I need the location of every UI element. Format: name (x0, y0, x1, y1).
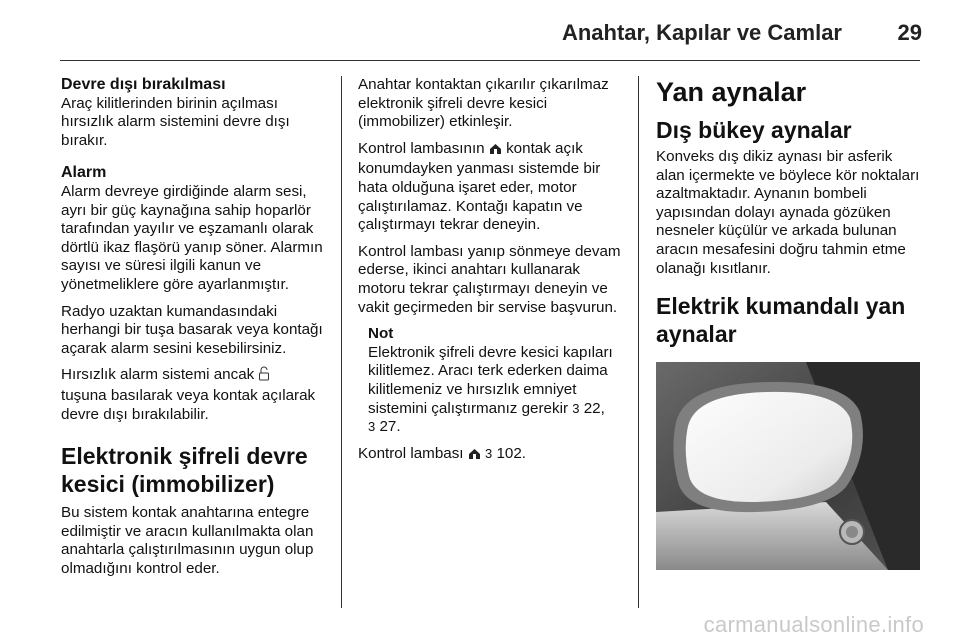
note-text (368, 344, 624, 437)
para-immob-activates: Anahtar kontaktan çıkarılır çıkarılmaz elektronik şifreli devre kesici (immobilizer) etkinleşir. (358, 76, 609, 131)
para-dis-bukey: Konveks dış dikiz aynası bir asferik alan içermekte ve böylece kör noktaları azaltmaktadır. Aynanın bombeli yapısından dolayı aynada gözüken nesneler küçülür ve arkada bulunan aracın mesafesini doğru tahmin etme olanağı kısıtlanır. (656, 148, 920, 277)
note-page-ref-1[interactable]: 22, (579, 399, 605, 417)
para-control-lamp-end: kontak açık konumdayken yanması sistemde bir hata olduğuna işaret eder, motor çalıştırılamaz. Kontağı kapatın ve çalıştırmayı tekrar deneyin. (358, 139, 601, 234)
heading-dis-bukey: Dış bükey aynalar (656, 117, 852, 143)
heading-elektrik-kumandali: Elektrik kumandalı yan aynalar (656, 293, 906, 348)
page-reference-arrow-icon: 3 (572, 400, 580, 416)
para-control-lamp-ref (358, 445, 624, 466)
para-control-lamp-ref-start: Kontrol lambası (358, 444, 468, 462)
note-label: Not (368, 325, 394, 343)
column-divider-1 (341, 76, 342, 608)
column-3 (656, 76, 920, 570)
header-rule (60, 60, 920, 61)
header-title: Anahtar, Kapılar ve Camlar (561, 20, 842, 45)
immobilizer-lamp-icon (489, 142, 502, 161)
page-reference-arrow-icon: 3 (368, 419, 376, 435)
note-box (358, 325, 624, 437)
heading-immobilizer: Elektronik şifreli devre kesici (immobilizer) (61, 443, 308, 498)
heading-yan-aynalar: Yan aynalar (656, 77, 807, 107)
para-alarm-3-end: tuşuna basılarak veya kontak açılarak devre dışı bırakılabilir. (61, 386, 316, 423)
column-divider-2 (638, 76, 639, 608)
para-immobilizer: Bu sistem kontak anahtarına entegre edilmiştir ve aracın kullanılmakta olan anahtarla çalıştırılmasının uygun olup olmadığını kontrol eder. (61, 504, 314, 577)
para-alarm-1: Alarm devreye girdiğinde alarm sesi, ayrı bir güç kaynağına sahip hoparlör tarafından yayılır ve eşzamanlı olarak dörtlü ikaz flaşörü yanıp söner. Alarmın sayısı ve süresi ilgili kanun ve yönetmeliklere göre ayarlanmıştır. (61, 182, 323, 293)
immobilizer-lamp-icon (468, 447, 481, 466)
padlock-open-icon (258, 366, 270, 387)
para-alarm-3 (61, 366, 329, 424)
page-reference-arrow-icon: 3 (484, 445, 493, 461)
page-ref-102[interactable]: 102. (492, 444, 526, 462)
para-control-lamp (358, 140, 624, 235)
para-control-lamp-start: Kontrol lambasının (358, 139, 489, 157)
column-1 (61, 76, 329, 586)
watermark: carmanualsonline.info (703, 612, 924, 637)
para-devre-disi: Araç kilitlerinden birinin açılması hırsızlık alarm sistemini devre dışı bırakır. (61, 94, 290, 149)
note-text-body: Elektronik şifreli devre kesici kapıları kilitlemez. Aracı terk ederken daima kilitlemeniz ve hırsızlık emniyet sistemini çalıştırmanız gerekir (368, 343, 613, 417)
para-lamp-blinking: Kontrol lambası yanıp sönmeye devam ederse, ikinci anahtarı kullanarak motoru tekrar çalıştırmayı deneyin ve vakit geçirmeden bir servise başvurun. (358, 242, 621, 316)
para-alarm-3-start: Hırsızlık alarm sistemi ancak (61, 366, 259, 384)
para-alarm-2: Radyo uzaktan kumandasındaki herhangi bir tuşa basarak veya kontağı açarak alarm sesini kesebilirsiniz. (61, 302, 323, 357)
heading-alarm: Alarm (61, 164, 107, 182)
side-mirror-image (656, 362, 920, 570)
column-2 (358, 76, 624, 473)
page-header (0, 0, 960, 62)
note-page-ref-2[interactable]: 27. (375, 418, 401, 436)
page-number: 29 (897, 20, 922, 45)
heading-devre-disi: Devre dışı bırakılması (61, 76, 226, 93)
